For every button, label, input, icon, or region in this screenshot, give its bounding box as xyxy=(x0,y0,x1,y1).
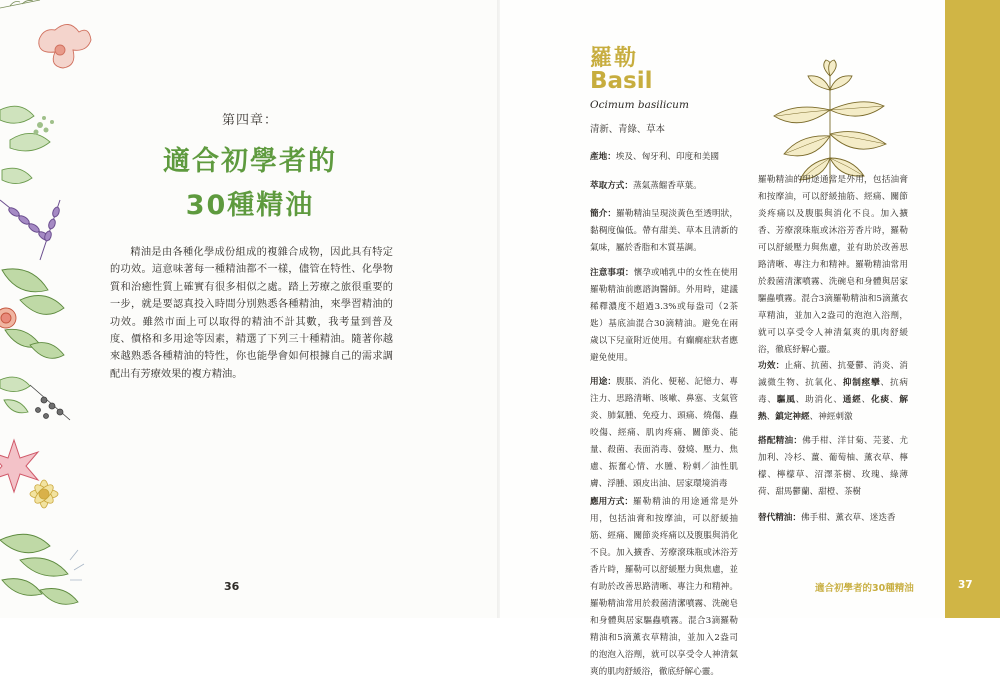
oil-name-chinese: 羅勒 xyxy=(590,46,639,71)
left-page xyxy=(0,0,500,618)
effects-text-6: 、 xyxy=(766,412,776,422)
chapter-title-line2: 30種精油 xyxy=(185,190,315,221)
effects-text-1: 止痛、抗菌、抗憂鬱、消炎、消滅微生物、抗氧化、 xyxy=(758,361,908,388)
basil-sprig-illustration xyxy=(768,58,894,188)
effects-label: 功效： xyxy=(758,361,785,371)
effects-text-5: 、 xyxy=(889,395,900,405)
caution-label: 注意事項： xyxy=(590,268,634,278)
effects-bold-6: 鎮定神經 xyxy=(775,412,810,422)
effects-bold-1: 抑制痙攣 xyxy=(842,378,881,388)
effects-bold-4: 化痰 xyxy=(871,395,890,405)
effects-bold-5: 解熱 xyxy=(758,395,908,422)
caution-entry xyxy=(590,265,738,367)
intro-label: 簡介： xyxy=(590,209,617,219)
substitute-text: 佛手柑、薰衣草、迷迭香 xyxy=(800,513,896,523)
page-number-left: 36 xyxy=(224,580,240,593)
intro-text: 羅勒精油呈現淡黃色至透明狀，黏稠度偏低。帶有甜美、草本且清新的氣味，屬於香脂和木質基調。 xyxy=(590,209,738,253)
aroma-keywords: 清新、青綠、草本 xyxy=(590,124,666,135)
chapter-title-line1: 適合初學者的 xyxy=(163,146,337,177)
chapter-title xyxy=(120,140,380,228)
application-text: 羅勒精油的用途通常是外用，包括油膏和按摩油，可以舒緩抽筋、經痛、關節炎疼痛以及腹脹與消化不良。加入擴香、芳療滾珠瓶或沐浴芳香片時，羅勒可以舒緩壓力與焦慮，並有助於改善思路清晰、專注力和精神。羅勒精油常用於殺菌清潔噴霧、洗碗皂和身體與居家驅蟲噴霧。混合3滴羅勒精油和5滴薰衣草精油，並加入2盎司的泡泡入浴劑，就可以享受令人神清氣爽的肌肉舒緩浴，徹底紓解心靈。 xyxy=(590,497,738,677)
origin-label: 產地： xyxy=(590,152,616,162)
intro-entry xyxy=(590,206,738,257)
intro-paragraph: 精油是由各種化學成份組成的複雜合成物，因此具有特定的功效。這意味著每一種精油都不一樣，儘管在特性、化學物質和治癒性質上確實有很多相似之處。踏上芳療之旅很重要的一步，就是要認真投入時間分別熟悉各種精油，來學習精油的功效。雖然市面上可以取得的精油不計其數，我考量到普及度、價格和多用途等因素，精選了下列三十種精油。隨著你越來越熟悉各種精油的特性，你也能學會如何根據自己的需求調配出有芳療效果的複方精油。 xyxy=(110,247,393,380)
substitute-entry xyxy=(758,510,908,527)
page-number-right: 37 xyxy=(958,579,973,591)
running-footer-title: 適合初學者的30種精油 xyxy=(815,583,914,594)
application-entry-start xyxy=(590,494,738,677)
application-entry-continued xyxy=(758,175,908,355)
effects-entry xyxy=(758,358,908,426)
chapter-label: 第四章： xyxy=(221,113,278,128)
uses-text: 腹脹、消化、便秘、記憶力、專注力、思路清晰、咳嗽、鼻塞、支氣管炎、肺氣腫、免疫力、頭痛、燒傷、蟲咬傷、經痛、肌肉疼痛、關節炎、能量、殺菌、表面消毒、發燒、壓力、焦慮、振奮心情、水腫、粉刺／油性肌膚、浮腫、頭皮出油、居家環境消毒 xyxy=(590,377,738,489)
effects-text-4: 、 xyxy=(861,395,872,405)
extraction-text: 蒸氣蒸餾香草葉。 xyxy=(632,181,702,191)
application-text-continued: 羅勒精油的用途通常是外用，包括油膏和按摩油，可以舒緩抽筋、經痛、關節炎疼痛以及腹脹與消化不良。加入擴香、芳療滾珠瓶或沐浴芳香片時，羅勒可以舒緩壓力與焦慮，並有助於改善思路清晰、專注力和精神。羅勒精油常用於殺菌清潔噴霧、洗碗皂和身體與居家驅蟲噴霧。混合3滴羅勒精油和5滴薰衣草精油，並加入2盎司的泡泡入浴劑，就可以享受令人神清氣爽的肌肉舒緩浴，徹底紓解心靈。 xyxy=(758,175,908,355)
pairing-label: 搭配精油： xyxy=(758,436,803,446)
uses-entry xyxy=(590,374,738,493)
substitute-label: 替代精油： xyxy=(758,513,801,523)
application-label: 應用方式： xyxy=(590,497,633,507)
oil-name-english: Basil xyxy=(590,68,653,94)
caution-text: 懷孕或哺乳中的女性在使用羅勒精油前應諮詢醫師。外用時，建議稀釋濃度不超過3.3%或每盎司（2茶匙）基底油混合30滴精油。避免在兩歲以下兒童附近使用。有癲癇症狀者應避免使用。 xyxy=(590,268,738,363)
uses-label: 用途： xyxy=(590,377,617,387)
origin-text: 埃及、匈牙利、印度和美國 xyxy=(615,152,719,162)
latin-name: Ocimum basilicum xyxy=(590,99,689,111)
effects-text-7: 、神經刺激 xyxy=(809,412,853,422)
origin-entry xyxy=(590,149,920,166)
botanical-border-illustration xyxy=(0,0,112,618)
effects-text-2: 、抗病毒、 xyxy=(758,378,908,405)
chapter-edge-tab xyxy=(945,0,1000,618)
pairing-entry xyxy=(758,433,908,501)
extraction-label: 萃取方式： xyxy=(590,181,633,191)
effects-bold-2: 驅風 xyxy=(776,395,796,405)
effects-bold-3: 通經 xyxy=(842,395,862,405)
pairing-text: 佛手柑、洋甘菊、芫荽、尤加利、冷杉、薑、葡萄柚、薰衣草、檸檬、檸檬草、沼澤茶樹、玫瑰、綠薄荷、甜馬鬱蘭、甜橙、茶樹 xyxy=(758,436,908,497)
effects-text-3: 、助消化、 xyxy=(795,395,843,405)
